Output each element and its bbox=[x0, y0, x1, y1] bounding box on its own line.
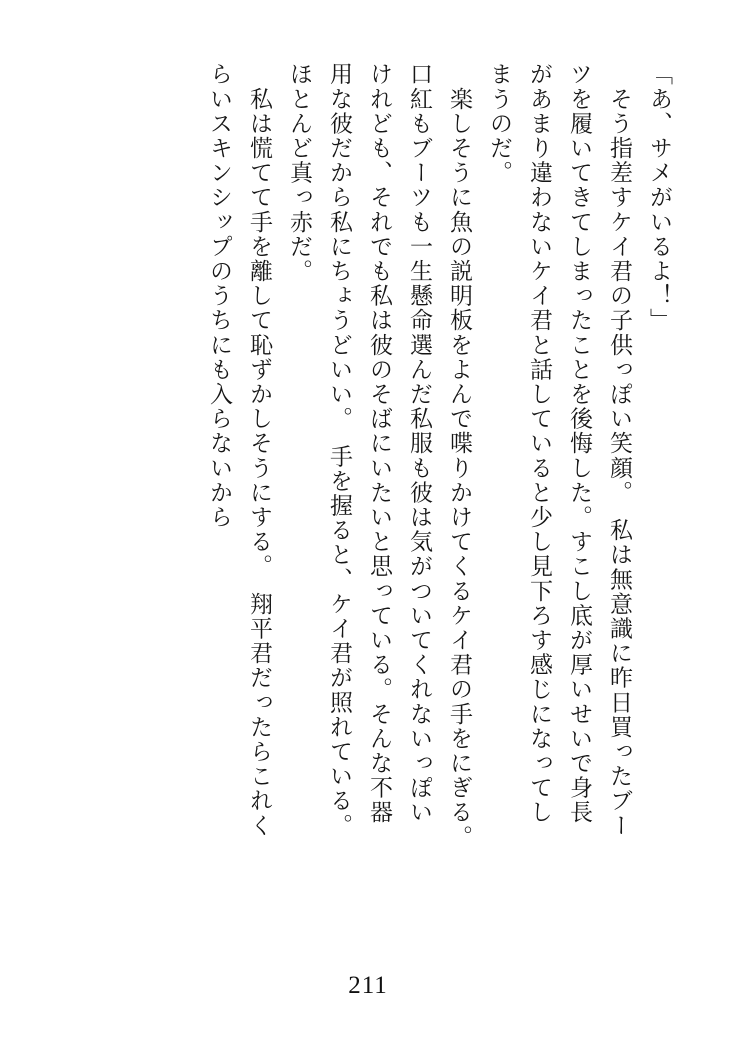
text-line: 口紅もブーツも一生懸命選んだ私服も彼は気がついてくれないっぽい bbox=[406, 62, 432, 825]
text-line: らいスキンシップのうちにも入らないから bbox=[206, 62, 232, 530]
text-line: ツを履いてきてしまったことを後悔した。すこし底が厚いせいで身長 bbox=[566, 62, 592, 825]
body-text bbox=[70, 62, 670, 962]
text-line: 用な彼だから私にちょうどいい。 手を握ると、ケイ君が照れている。 bbox=[326, 62, 352, 838]
text-line: 楽しそうに魚の説明板をよんで喋りかけてくるケイ君の手をにぎる。 bbox=[446, 62, 472, 850]
text-line: 「あ、サメがいるよ！」 bbox=[646, 62, 672, 333]
page-number: 211 bbox=[348, 972, 388, 999]
text-line: 私は慌てて手を離して恥ずかしそうにする。 翔平君だったらこれく bbox=[246, 62, 272, 838]
text-line: があまり違わないケイ君と話していると少し見下ろす感じになってし bbox=[526, 62, 552, 825]
text-line: ほとんど真っ赤だ。 bbox=[286, 62, 312, 284]
text-line: まうのだ。 bbox=[486, 62, 512, 185]
text-line: そう指差すケイ君の子供っぽい笑顔。 私は無意識に昨日買ったブー bbox=[606, 62, 632, 838]
text-line: けれども、それでも私は彼のそばにいたいと思っている。そんな不器 bbox=[366, 62, 392, 825]
